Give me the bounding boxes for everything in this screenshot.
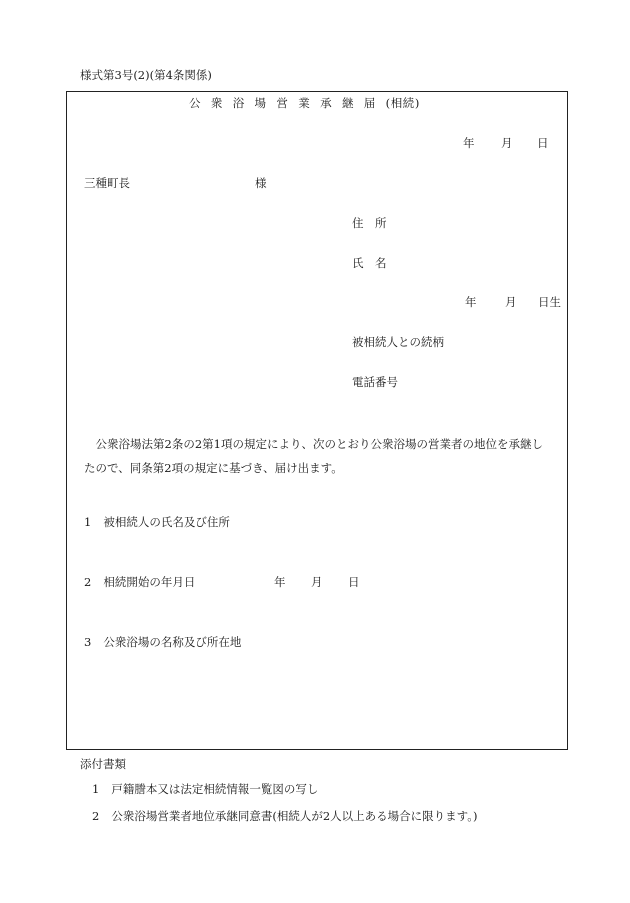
addressee: 三種町長 xyxy=(84,176,130,190)
attachment-1-text: 戸籍謄本又は法定相続情報一覧図の写し xyxy=(111,782,319,796)
item-2-number: 2 xyxy=(84,575,92,589)
birth-year-label: 年 xyxy=(465,295,477,309)
item-1 xyxy=(84,517,230,529)
birth-day-label: 日生 xyxy=(538,295,561,309)
item-2-label: 相続開始の年月日 xyxy=(103,575,196,589)
inheritance-month-label: 月 xyxy=(311,575,323,589)
statement-paragraph xyxy=(84,432,554,480)
relation-label: 被相続人との続柄 xyxy=(352,335,444,349)
birth-month-label: 月 xyxy=(505,295,517,309)
item-1-label: 被相続人の氏名及び住所 xyxy=(103,515,230,529)
item-3 xyxy=(84,637,241,649)
attachments-heading: 添付書類 xyxy=(80,757,126,771)
item-3-label: 公衆浴場の名称及び所在地 xyxy=(103,635,242,649)
attachment-1-number: 1 xyxy=(92,782,100,796)
address-label: 住 所 xyxy=(352,216,387,230)
phone-label: 電話番号 xyxy=(352,375,398,389)
inheritance-day-label: 日 xyxy=(348,575,360,589)
form-title-suffix: (相続) xyxy=(385,96,420,110)
submission-year-label: 年 xyxy=(463,136,475,150)
submission-month-label: 月 xyxy=(501,136,513,150)
form-number: 様式第3号(2)(第4条関係) xyxy=(80,68,212,82)
name-label: 氏 名 xyxy=(352,256,387,270)
inheritance-year-label: 年 xyxy=(274,575,286,589)
attachment-2-text: 公衆浴場営業者地位承継同意書(相続人が2人以上ある場合に限ります。) xyxy=(111,809,478,823)
submission-day-label: 日 xyxy=(537,136,549,150)
form-title xyxy=(189,98,420,110)
form-title-main: 公衆浴場営業承継届 xyxy=(189,96,386,110)
attachment-2 xyxy=(92,811,477,823)
attachment-2-number: 2 xyxy=(92,809,100,823)
item-2 xyxy=(84,577,195,589)
attachment-1 xyxy=(92,784,318,796)
form-frame xyxy=(66,91,568,750)
item-3-number: 3 xyxy=(84,635,92,649)
statement-text: 公衆浴場法第2条の2第1項の規定により、次のとおり公衆浴場の営業者の地位を承継したので、同条第2項の規定に基づき、届け出ます。 xyxy=(84,437,543,475)
item-1-number: 1 xyxy=(84,515,92,529)
addressee-honorific: 様 xyxy=(255,176,267,190)
